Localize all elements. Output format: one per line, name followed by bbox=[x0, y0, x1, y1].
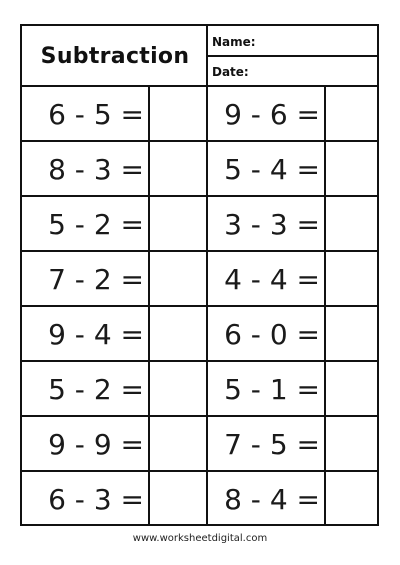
problem-right-5: 6 - 0 = bbox=[224, 318, 320, 351]
problem-right-7: 7 - 5 = bbox=[224, 428, 320, 461]
problem-left-8: 6 - 3 = bbox=[48, 483, 144, 516]
answer-box-right-7[interactable] bbox=[326, 417, 377, 472]
answer-box-right-2[interactable] bbox=[326, 142, 377, 197]
problem-left-2: 8 - 3 = bbox=[48, 153, 144, 186]
header-divider bbox=[206, 55, 377, 57]
answer-box-left-8[interactable] bbox=[150, 472, 206, 527]
answer-box-left-6[interactable] bbox=[150, 362, 206, 417]
problem-left-4: 7 - 2 = bbox=[48, 263, 144, 296]
problem-right-3: 3 - 3 = bbox=[224, 208, 320, 241]
answer-box-left-7[interactable] bbox=[150, 417, 206, 472]
problem-left-6: 5 - 2 = bbox=[48, 373, 144, 406]
answer-box-left-4[interactable] bbox=[150, 252, 206, 307]
problem-left-1: 6 - 5 = bbox=[48, 98, 144, 131]
footer-url: www.worksheetdigital.com bbox=[132, 533, 268, 544]
worksheet-title: Subtraction bbox=[40, 44, 190, 69]
answer-box-right-3[interactable] bbox=[326, 197, 377, 252]
answer-box-right-8[interactable] bbox=[326, 472, 377, 527]
name-label: Name: bbox=[212, 35, 256, 49]
answer-box-right-1[interactable] bbox=[326, 87, 377, 142]
answer-box-left-3[interactable] bbox=[150, 197, 206, 252]
answer-box-right-5[interactable] bbox=[326, 307, 377, 362]
problem-left-5: 9 - 4 = bbox=[48, 318, 144, 351]
answer-box-left-1[interactable] bbox=[150, 87, 206, 142]
answer-box-right-6[interactable] bbox=[326, 362, 377, 417]
problem-right-2: 5 - 4 = bbox=[224, 153, 320, 186]
worksheet-table bbox=[20, 24, 379, 526]
problem-right-8: 8 - 4 = bbox=[224, 483, 320, 516]
answer-box-right-4[interactable] bbox=[326, 252, 377, 307]
answer-box-left-2[interactable] bbox=[150, 142, 206, 197]
date-label: Date: bbox=[212, 65, 249, 79]
problem-right-1: 9 - 6 = bbox=[224, 98, 320, 131]
problem-right-4: 4 - 4 = bbox=[224, 263, 320, 296]
problem-left-7: 9 - 9 = bbox=[48, 428, 144, 461]
problem-right-6: 5 - 1 = bbox=[224, 373, 320, 406]
answer-box-left-5[interactable] bbox=[150, 307, 206, 362]
problem-left-3: 5 - 2 = bbox=[48, 208, 144, 241]
